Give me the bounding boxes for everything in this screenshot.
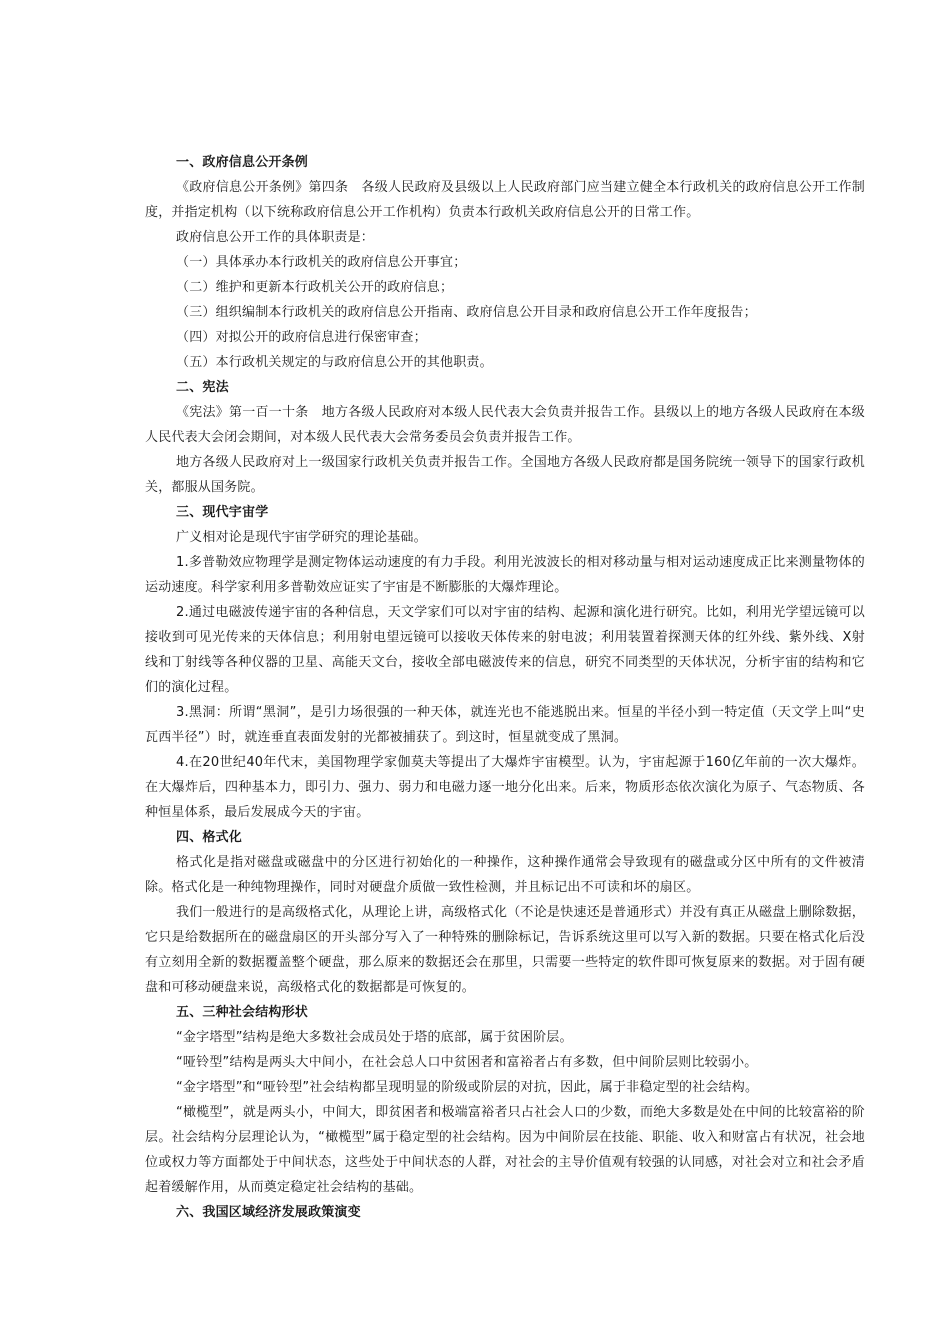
document-body xyxy=(145,150,865,1225)
paragraph: 我们一般进行的是高级格式化，从理论上讲，高级格式化（不论是快速还是普通形式）并没有真正从磁盘上删除数据，它只是给数据所在的磁盘扇区的开头部分写入了一种特殊的删除标记，告诉系统这里可以写入新的数据。只要在格式化后没有立刻用全新的数据覆盖整个硬盘，那么原来的数据还会在那里，只需要一些特定的软件即可恢复原来的数据。对于固有硬盘和可移动硬盘来说，高级格式化的数据都是可恢复的。 xyxy=(145,905,865,995)
list-item: （一）具体承办本行政机关的政府信息公开事宜； xyxy=(176,255,467,270)
section-heading-2: 二、宪法 xyxy=(176,380,229,395)
paragraph: 政府信息公开工作的具体职责是： xyxy=(176,230,375,245)
paragraph: 4.在20世纪40年代末，美国物理学家伽莫夫等提出了大爆炸宇宙模型。认为，宇宙起源于160亿年前的一次大爆炸。在大爆炸后，四种基本力，即引力、强力、弱力和电磁力逐一地分化出来。后来，物质形态依次演化为原子、气态物质、各种恒星体系，最后发展成今天的宇宙。 xyxy=(145,755,865,820)
section-heading-3: 三、现代宇宙学 xyxy=(176,505,269,520)
section-heading-1: 一、政府信息公开条例 xyxy=(176,155,309,170)
list-item: （二）维护和更新本行政机关公开的政府信息； xyxy=(176,280,454,295)
paragraph: 1.多普勒效应物理学是测定物体运动速度的有力手段。利用光波波长的相对移动量与相对运动速度成正比来测量物体的运动速度。科学家利用多普勒效应证实了宇宙是不断膨胀的大爆炸理论。 xyxy=(145,555,865,595)
paragraph: 《政府信息公开条例》第四条 各级人民政府及县级以上人民政府部门应当建立健全本行政机关的政府信息公开工作制度，并指定机构（以下统称政府信息公开工作机构）负责本行政机关政府信息公开的日常工作。 xyxy=(145,180,865,220)
list-item: （三）组织编制本行政机关的政府信息公开指南、政府信息公开目录和政府信息公开工作年度报告； xyxy=(176,305,757,320)
paragraph: “橄榄型”，就是两头小，中间大，即贫困者和极端富裕者只占社会人口的少数，而绝大多数是处在中间的比较富裕的阶层。社会结构分层理论认为，“橄榄型”属于稳定型的社会结构。因为中间阶层在技能、职能、收入和财富占有状况，社会地位或权力等方面都处于中间状态，这些处于中间状态的人群，对社会的主导价值观有较强的认同感，对社会对立和社会矛盾起着缓解作用，从而奠定稳定社会结构的基础。 xyxy=(145,1105,865,1195)
section-heading-5: 五、三种社会结构形状 xyxy=(176,1005,309,1020)
paragraph: 《宪法》第一百一十条 地方各级人民政府对本级人民代表大会负责并报告工作。县级以上的地方各级人民政府在本级人民代表大会闭会期间，对本级人民代表大会常务委员会负责并报告工作。 xyxy=(145,405,865,445)
list-item: （四）对拟公开的政府信息进行保密审查； xyxy=(176,330,427,345)
paragraph: “金字塔型”和“哑铃型”社会结构都呈现明显的阶级或阶层的对抗，因此，属于非稳定型的社会结构。 xyxy=(176,1080,759,1095)
paragraph: 格式化是指对磁盘或磁盘中的分区进行初始化的一种操作，这种操作通常会导致现有的磁盘或分区中所有的文件被清除。格式化是一种纯物理操作，同时对硬盘介质做一致性检测，并且标记出不可读和坏的扇区。 xyxy=(145,855,865,895)
paragraph: “哑铃型”结构是两头大中间小，在社会总人口中贫困者和富裕者占有多数，但中间阶层则比较弱小。 xyxy=(176,1055,758,1070)
paragraph: 广义相对论是现代宇宙学研究的理论基础。 xyxy=(176,530,427,545)
list-item: （五）本行政机关规定的与政府信息公开的其他职责。 xyxy=(176,355,493,370)
paragraph: “金字塔型”结构是绝大多数社会成员处于塔的底部，属于贫困阶层。 xyxy=(176,1030,573,1045)
paragraph: 3.黑洞：所谓“黑洞”，是引力场很强的一种天体，就连光也不能逃脱出来。恒星的半径小到一特定值（天文学上叫“史瓦西半径”）时，就连垂直表面发射的光都被捕获了。到这时，恒星就变成了黑洞。 xyxy=(145,705,865,745)
section-heading-4: 四、格式化 xyxy=(176,830,243,845)
paragraph: 2.通过电磁波传递宇宙的各种信息，天文学家们可以对宇宙的结构、起源和演化进行研究。比如，利用光学望远镜可以接收到可见光传来的天体信息；利用射电望远镜可以接收天体传来的射电波；利用装置着探测天体的红外线、紫外线、X射线和丁射线等各种仪器的卫星、高能天文台，接收全部电磁波传来的信息，研究不同类型的天体状况，分析宇宙的结构和它们的演化过程。 xyxy=(145,605,865,695)
section-heading-6: 六、我国区域经济发展政策演变 xyxy=(176,1205,361,1220)
paragraph: 地方各级人民政府对上一级国家行政机关负责并报告工作。全国地方各级人民政府都是国务院统一领导下的国家行政机关，都服从国务院。 xyxy=(145,455,865,495)
